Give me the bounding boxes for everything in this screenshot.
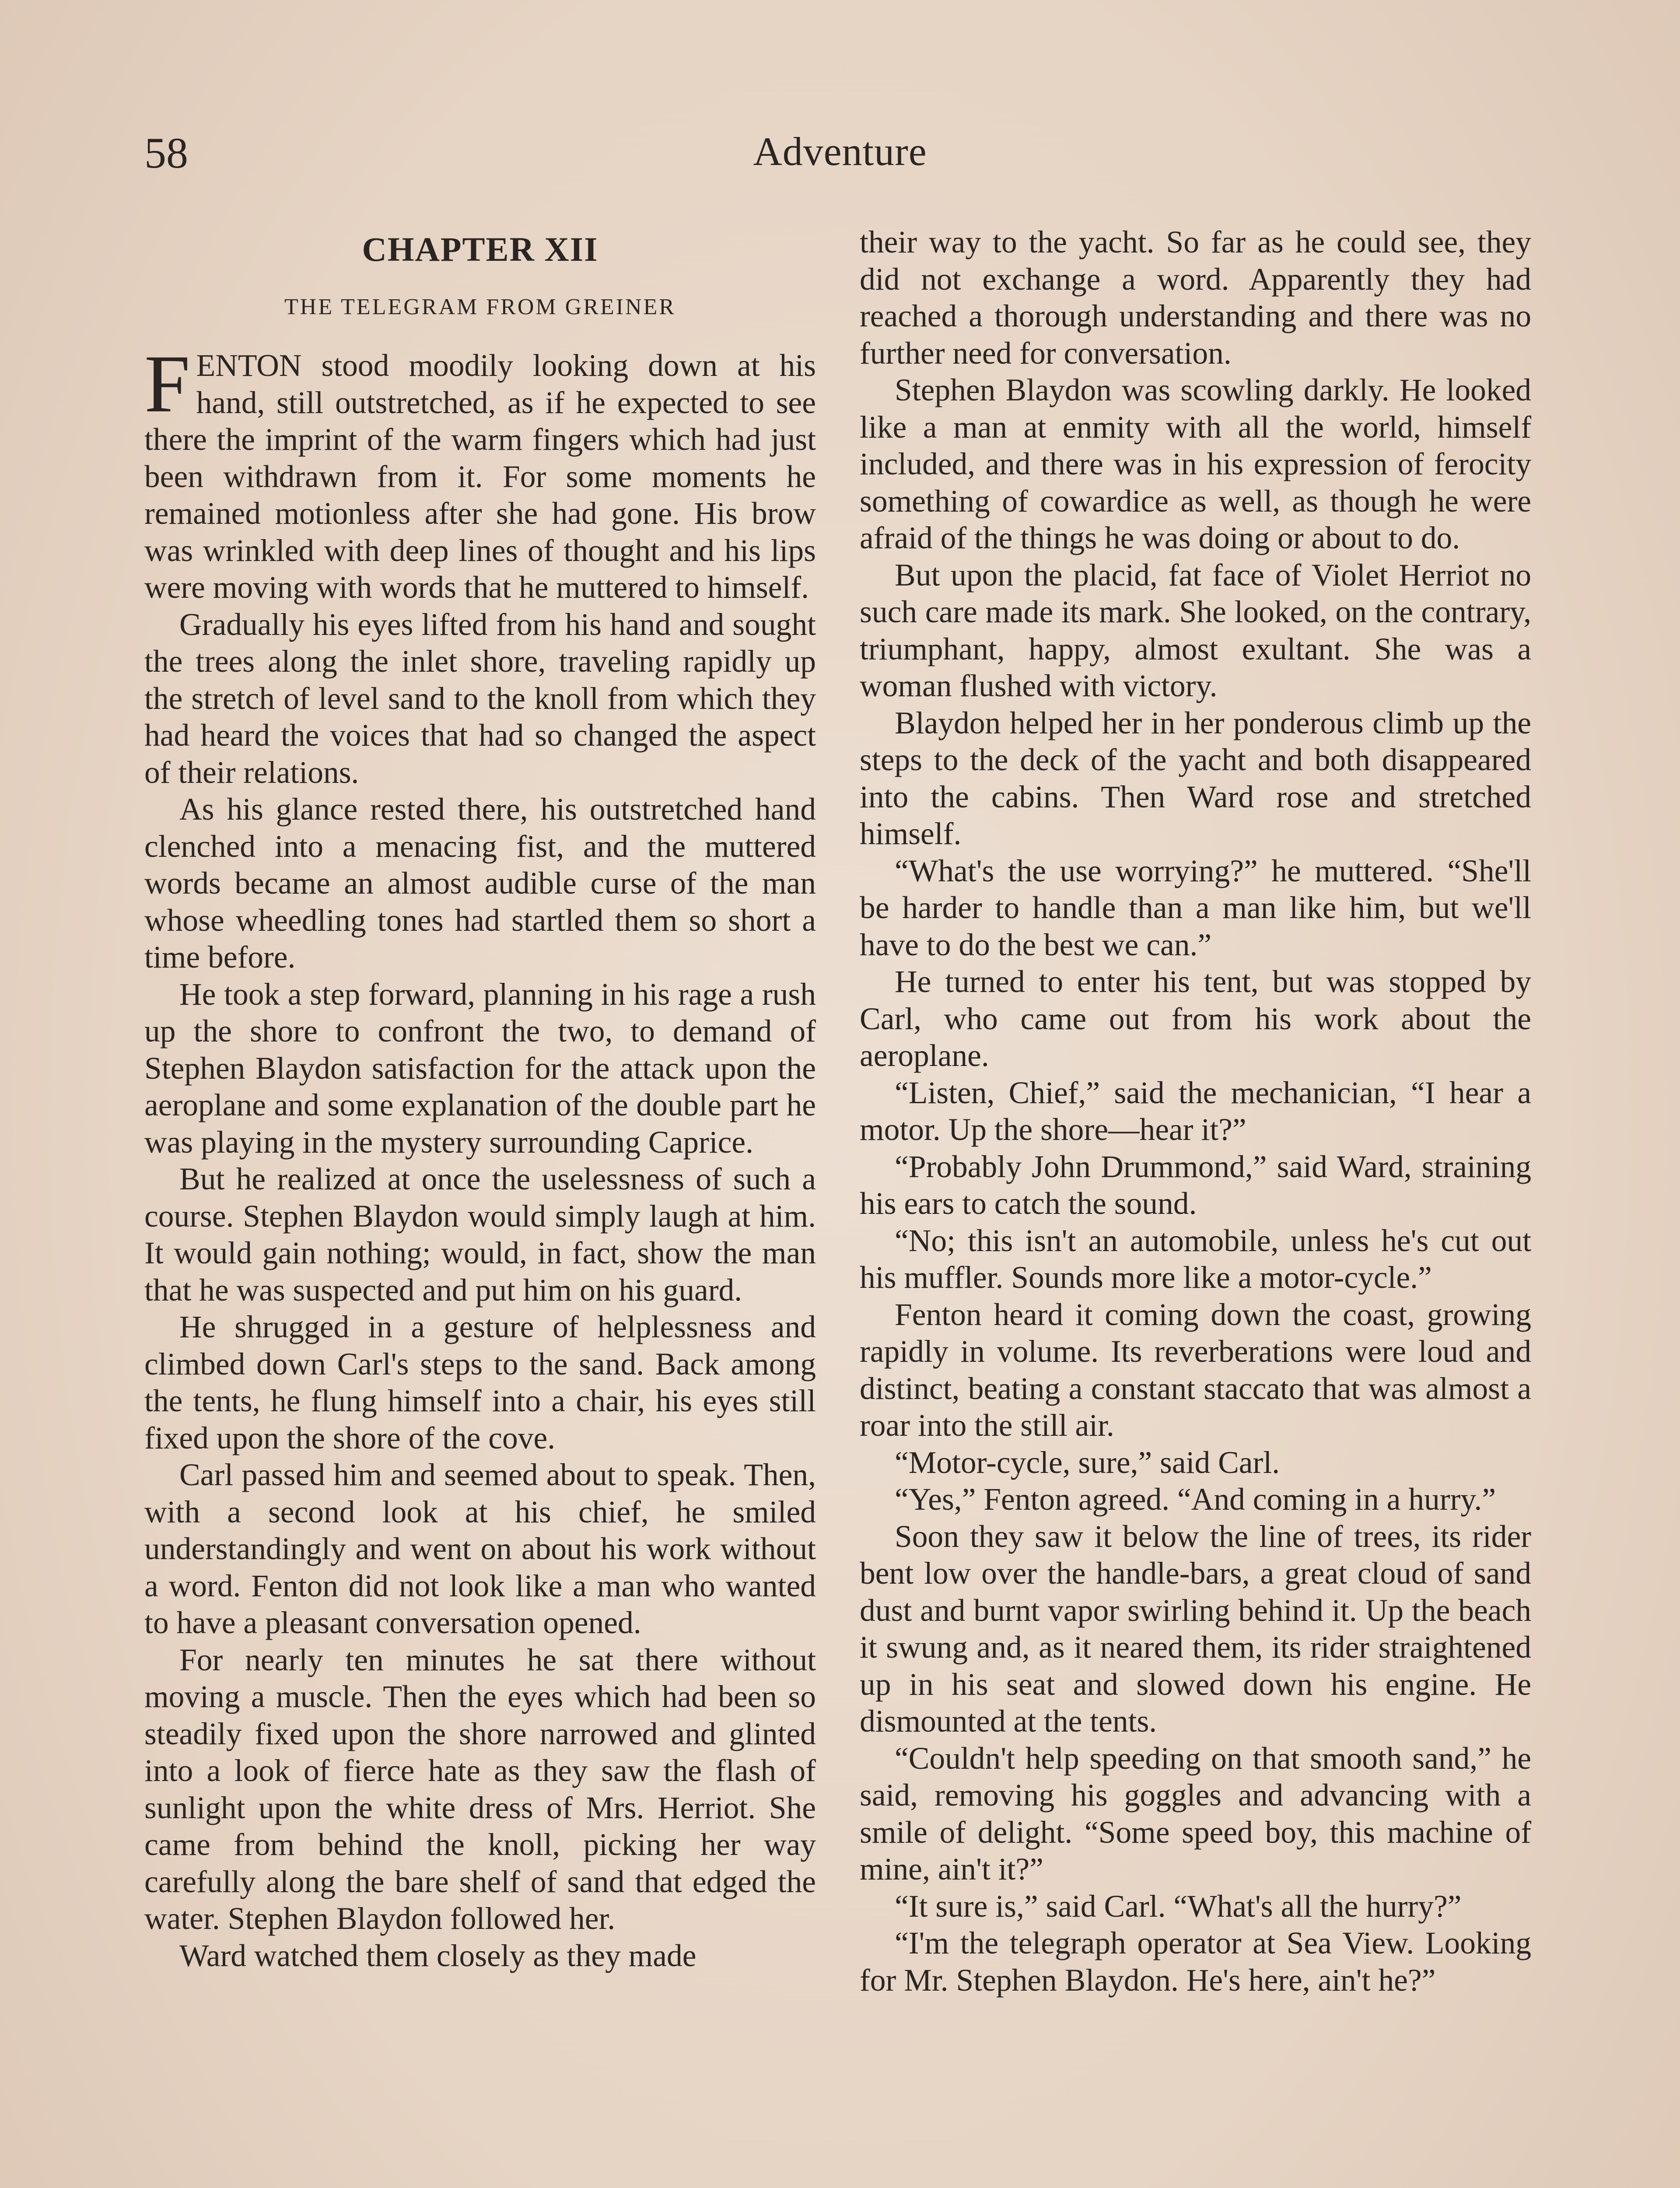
running-title: Adventure xyxy=(753,129,927,174)
paragraph: “Listen, Chief,” said the mechanician, “I hear a motor. Up the shore—hear it?” xyxy=(860,1075,1531,1147)
opening-paragraph-text: ENTON stood moodily looking down at his hand, still outstretched, as if he expected to see there the imprint of the warm fingers which had just been withdrawn from it. For some moments he remained motionless after she had gone. His brow was wrinkled with deep lines of thought and his lips were moving with words that he muttered to himself. xyxy=(144,348,816,605)
left-column xyxy=(144,223,816,1974)
paragraph: Gradually his eyes lifted from his hand and sought the trees along the inlet shore, traveling rapidly up the stretch of level sand to the knoll from which they had heard the voices that had so changed the aspect of their relations. xyxy=(144,607,816,790)
paragraph: For nearly ten minutes he sat there without moving a muscle. Then the eyes which had been so steadily fixed upon the shore narrowed and glinted into a look of fierce hate as they saw the flash of sunlight upon the white dress of Mrs. Herriot. She came from behind the knoll, picking her way carefully along the bare shelf of sand that edged the water. Stephen Blaydon followed her. xyxy=(144,1642,816,1936)
paragraph: But he realized at once the uselessness of such a course. Stephen Blaydon would simply laugh at him. It would gain nothing; would, in fact, show the man that he was suspected and put him on his guard. xyxy=(144,1162,816,1308)
paragraph: Ward watched them closely as they made xyxy=(179,1938,696,1973)
continued-paragraph: their way to the yacht. So far as he could see, they did not exchange a word. Apparently they had reached a thorough understanding and there was no further need for conversation. xyxy=(860,225,1531,371)
opening-paragraph xyxy=(144,338,816,607)
paragraph: Blaydon helped her in her ponderous climb up the steps to the deck of the yacht and both disappeared into the cabins. Then Ward rose and stretched himself. xyxy=(860,705,1531,851)
paragraph: “It sure is,” said Carl. “What's all the hurry?” xyxy=(895,1889,1462,1924)
chapter-title: CHAPTER XII xyxy=(362,230,598,268)
paragraph: Carl passed him and seemed about to speak. Then, with a second look at his chief, he smiled understandingly and went on about his work without a word. Fenton did not look like a man who wanted to have a pleasant conversation opened. xyxy=(144,1458,816,1640)
paragraph: “Probably John Drummond,” said Ward, straining his ears to catch the sound. xyxy=(860,1149,1531,1221)
paragraph: He took a step forward, planning in his rage a rush up the shore to confront the two, to demand of Stephen Blaydon satisfaction for the attack upon the aeroplane and some explanation of the double part he was playing in the mystery surrounding Caprice. xyxy=(144,977,816,1160)
paragraph: “What's the use worrying?” he muttered. “She'll be harder to handle than a man like him, but we'll have to do the best we can.” xyxy=(860,853,1531,962)
right-column xyxy=(860,224,1531,1999)
paragraph: He shrugged in a gesture of helplessness and climbed down Carl's steps to the sand. Back among the tents, he flung himself into a chair, his eyes still fixed upon the shore of the cove. xyxy=(144,1310,816,1455)
paragraph: Stephen Blaydon was scowling darkly. He looked like a man at enmity with all the world, himself included, and there was in his expression of ferocity something of cowardice as well, as though he were afraid of the things he was doing or about to do. xyxy=(860,373,1531,555)
paragraph: Soon they saw it below the line of trees, its rider bent low over the handle-bars, a great cloud of sand dust and burnt vapor swirling behind it. Up the beach it swung and, as it neared them, its rider straightened up in his seat and slowed down his engine. He dismounted at the tents. xyxy=(860,1519,1531,1739)
paragraph: “No; this isn't an automobile, unless he's cut out his muffler. Sounds more like a motor-cycle.” xyxy=(860,1223,1531,1295)
paragraph: “Yes,” Fenton agreed. “And coming in a hurry.” xyxy=(895,1482,1496,1517)
paragraph: Fenton heard it coming down the coast, growing rapidly in volume. Its reverberations were loud and distinct, beating a constant staccato that was almost a roar into the still air. xyxy=(860,1297,1531,1443)
paragraph: “Couldn't help speeding on that smooth sand,” he said, removing his goggles and advancing with a smile of delight. “Some speed boy, this machine of mine, ain't it?” xyxy=(860,1741,1531,1886)
drop-cap: F xyxy=(144,338,190,429)
paragraph: “Motor-cycle, sure,” said Carl. xyxy=(895,1445,1280,1480)
page-number: 58 xyxy=(144,129,188,177)
paragraph: As his glance rested there, his outstretched hand clenched into a menacing fist, and the muttered words became an almost audible curse of the man whose wheedling tones had startled them so short a time before. xyxy=(144,792,816,975)
chapter-subtitle: THE TELEGRAM FROM GREINER xyxy=(284,295,676,319)
paragraph: He turned to enter his tent, but was stopped by Carl, who came out from his work about the aeroplane. xyxy=(860,964,1531,1073)
paragraph: “I'm the telegraph operator at Sea View. Looking for Mr. Stephen Blaydon. He's here, ain't he?” xyxy=(860,1926,1531,1998)
paragraph: But upon the placid, fat face of Violet Herriot no such care made its mark. She looked, on the contrary, triumphant, happy, almost exultant. She was a woman flushed with victory. xyxy=(860,558,1531,703)
